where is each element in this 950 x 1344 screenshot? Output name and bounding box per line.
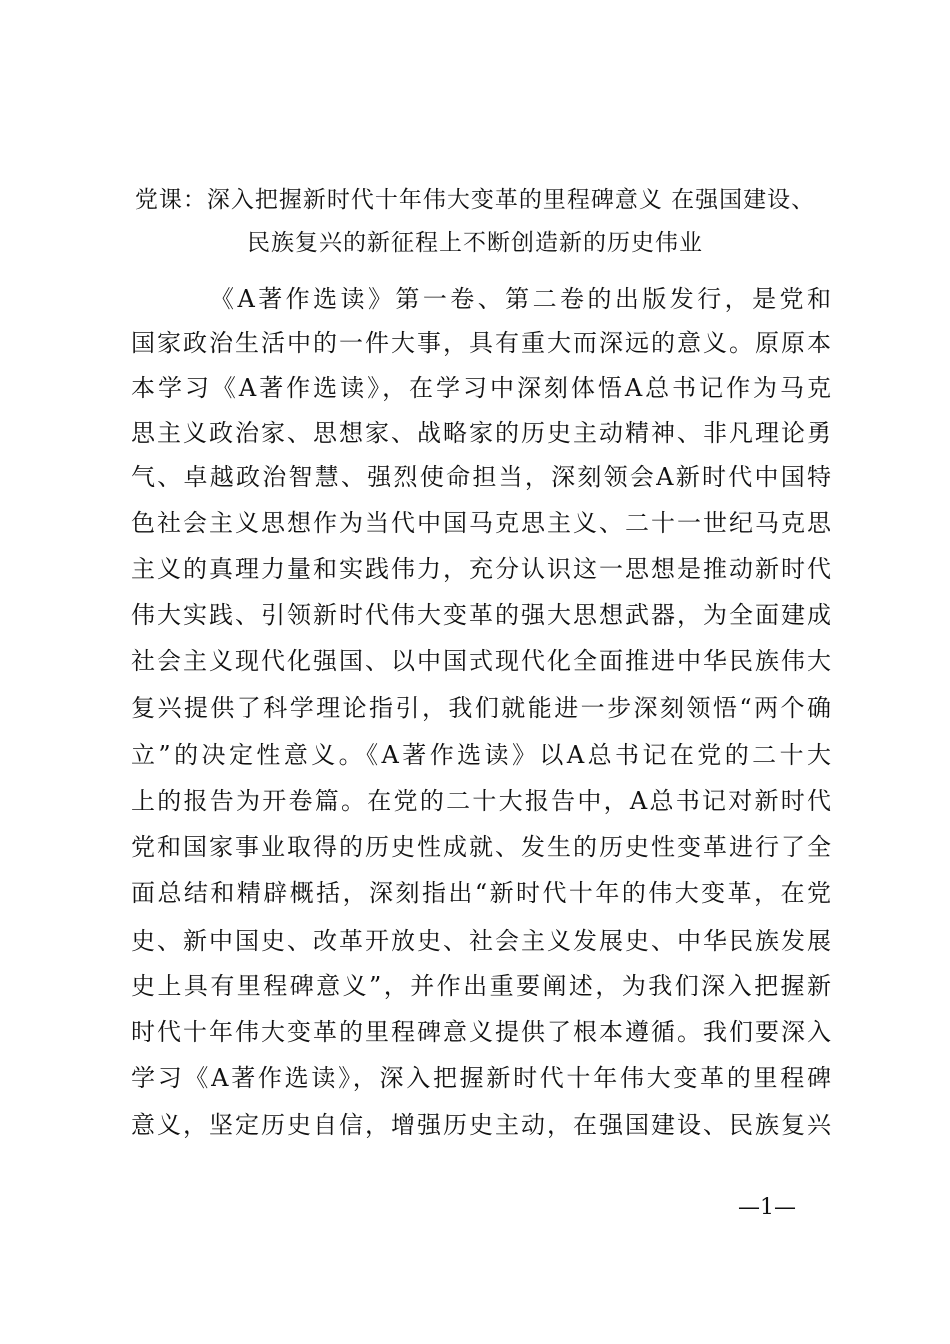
body-line: 色社会主义思想作为当代中国马克思主义、二十一世纪马克思 <box>131 509 831 537</box>
document-title-line-2: 民族复兴的新征程上不断创造新的历史伟业 <box>247 230 703 256</box>
body-line: 学习《A著作选读》，深入把握新时代十年伟大变革的里程碑 <box>131 1064 831 1092</box>
body-line: 主义的真理力量和实践伟力，充分认识这一思想是推动新时代 <box>131 555 831 583</box>
body-line: 时代十年伟大变革的里程碑意义提供了根本遵循。我们要深入 <box>131 1018 831 1046</box>
body-line: 面总结和精辟概括，深刻指出“新时代十年的伟大变革，在党 <box>131 879 831 907</box>
page-number: —1— <box>738 1195 796 1220</box>
body-line: 意义，坚定历史自信，增强历史主动，在强国建设、民族复兴 <box>131 1111 831 1139</box>
body-line: 本学习《A著作选读》，在学习中深刻体悟A总书记作为马克 <box>131 374 831 402</box>
body-line: 立”的决定性意义。《A著作选读》以A总书记在党的二十大 <box>131 741 831 769</box>
body-line: 气、卓越政治智慧、强烈使命担当，深刻领会A新时代中国特 <box>131 463 831 491</box>
body-line: 上的报告为开卷篇。在党的二十大报告中，A总书记对新时代 <box>131 787 831 815</box>
body-line: 史上具有里程碑意义”，并作出重要阐述，为我们深入把握新 <box>131 972 831 1000</box>
body-line: 社会主义现代化强国、以中国式现代化全面推进中华民族伟大 <box>131 647 831 675</box>
document-title-line-1: 党课：深入把握新时代十年伟大变革的里程碑意义 在强国建设、 <box>134 187 816 213</box>
body-line: 史、新中国史、改革开放史、社会主义发展史、中华民族发展 <box>131 927 831 955</box>
body-line: 伟大实践、引领新时代伟大变革的强大思想武器，为全面建成 <box>131 601 831 629</box>
body-line: 复兴提供了科学理论指引，我们就能进一步深刻领悟“两个确 <box>131 694 831 722</box>
body-line: 思主义政治家、思想家、战略家的历史主动精神、非凡理论勇 <box>131 419 831 447</box>
body-line: 《A著作选读》第一卷、第二卷的出版发行，是党和 <box>210 285 831 313</box>
body-line: 国家政治生活中的一件大事，具有重大而深远的意义。原原本 <box>131 329 831 357</box>
body-line: 党和国家事业取得的历史性成就、发生的历史性变革进行了全 <box>131 833 831 861</box>
